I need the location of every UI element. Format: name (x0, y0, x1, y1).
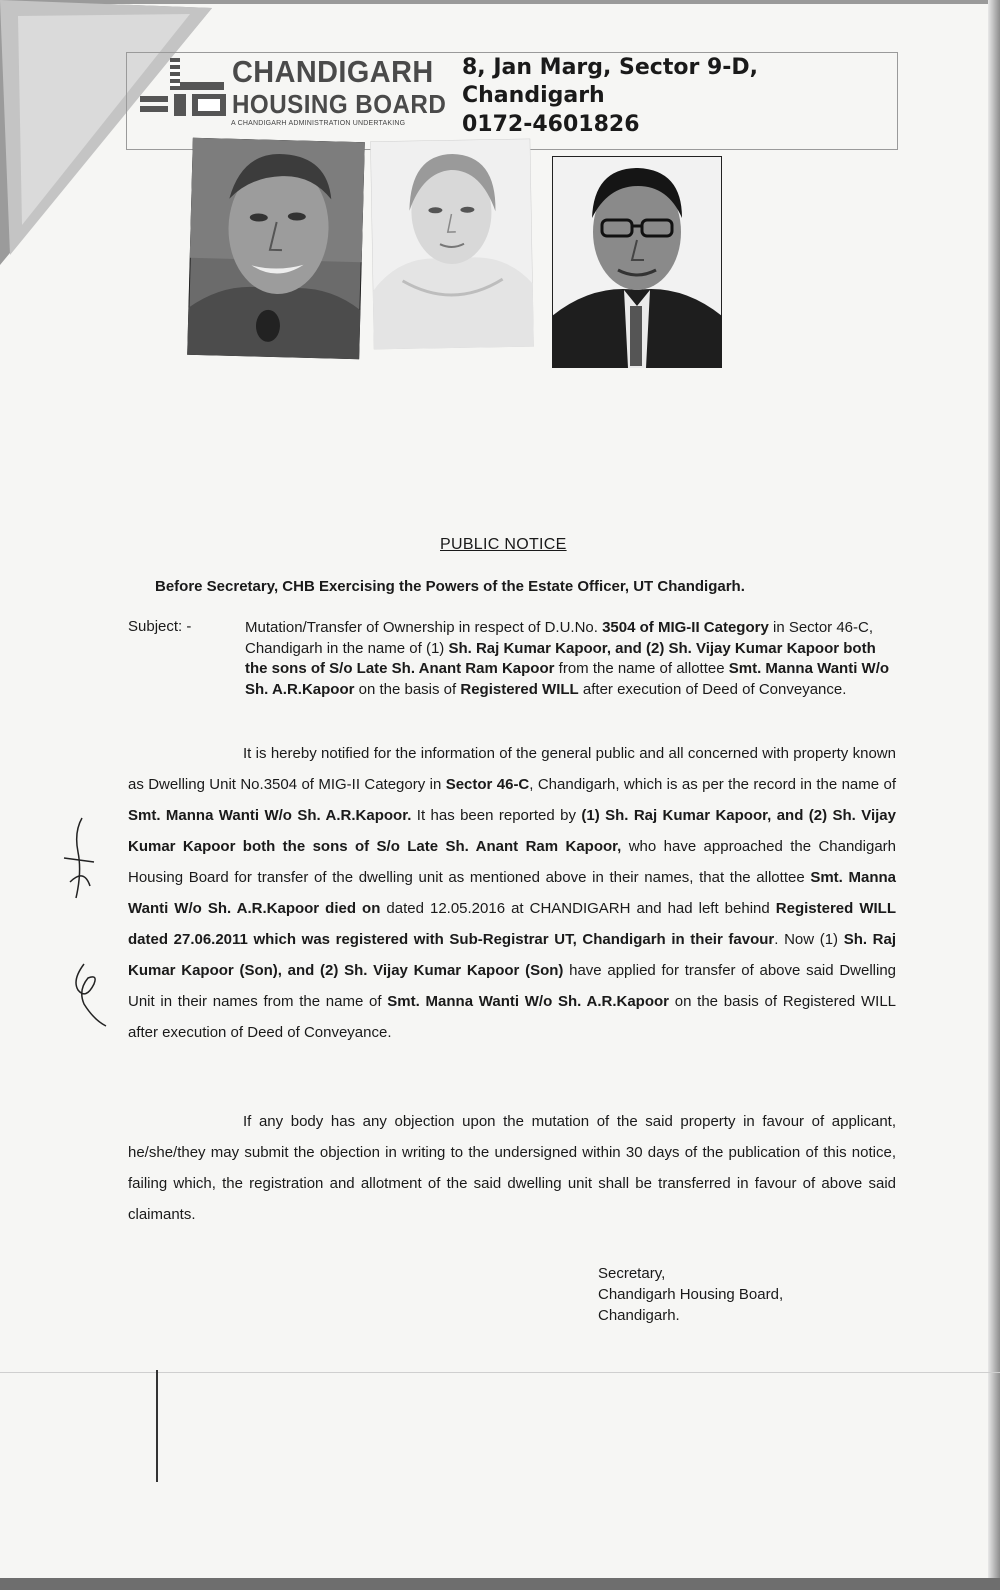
signatory-organization: Chandigarh Housing Board, (598, 1286, 784, 1303)
address-line2: Chandigarh (462, 83, 605, 108)
phone-number: 0172-4601826 (462, 112, 640, 137)
address-line1: 8, Jan Marg, Sector 9-D, (462, 55, 759, 80)
board-name-line2: HOUSING BOARD (232, 89, 447, 119)
authority-line: Before Secretary, CHB Exercising the Powers of the Estate Officer, UT Chandigarh. (155, 578, 745, 595)
bottom-divider (0, 1372, 1000, 1373)
subject-label: Subject: - (128, 618, 192, 635)
margin-initial-1 (60, 812, 100, 902)
chb-logo-icon (140, 56, 230, 126)
signature-block (598, 1263, 783, 1326)
scan-edge-bottom (0, 1578, 1000, 1590)
photo-vijay-kumar-kapoor (552, 156, 722, 368)
board-tagline: A CHANDIGARH ADMINISTRATION UNDERTAKING (231, 120, 406, 127)
notice-paragraph-1: It is hereby notified for the information of the general public and all concerned with property known as Dwelling Unit No.3504 of MIG-II Category in Sector 46-C, Chandigarh, which is as per the record in the name of Smt. Manna Wanti W/o Sh. A.R.Kapoor. It has been reported by (1) Sh. Raj Kumar Kapoor, and (2) Sh. Vijay Kumar Kapoor both the sons of S/o Late Sh. Anant Ram Kapoor, who have approached the Chandigarh Housing Board for transfer of the dwelling unit as mentioned above in their names, that the allottee Smt. Manna Wanti W/o Sh. A.R.Kapoor died on dated 12.05.2016 at CHANDIGARH and had left behind Registered WILL dated 27.06.2011 which was registered with Sub-Registrar UT, Chandigarh in their favour. Now (1) Sh. Raj Kumar Kapoor (Son), and (2) Sh. Vijay Kumar Kapoor (Son) have applied for transfer of above said Dwelling Unit in their names from the name of Smt. Manna Wanti W/o Sh. A.R.Kapoor on the basis of Registered WILL after execution of Deed of Conveyance. (128, 745, 897, 1041)
margin-initial-2 (64, 960, 114, 1030)
subject-text: Mutation/Transfer of Ownership in respect of D.U.No. 3504 of MIG-II Category in Sector 46-C, Chandigarh in the name of (1) Sh. Raj Kumar Kapoor, and (2) Sh. Vijay Kumar Kapoor both the sons of S/o Late Sh. Anant Ram Kapoor from the name of allottee Smt. Manna Wanti W/o Sh. A.R.Kapoor on the basis of Registered WILL after execution of Deed of Conveyance. (245, 619, 890, 698)
photo-manna-wanti (370, 139, 534, 350)
notice-paragraph-2: If any body has any objection upon the mutation of the said property in favour of applicant, he/she/they may submit the objection in writing to the undersigned within 30 days of the publication of this notice, failing which, the registration and allotment of the said dwelling unit shall be transferred in favour of above said claimants. (128, 1113, 896, 1223)
photo-raj-kumar-kapoor (187, 138, 365, 359)
page-title: PUBLIC NOTICE (440, 536, 567, 553)
board-name-line1: CHANDIGARH (232, 54, 434, 89)
scan-edge-right (988, 0, 1000, 1590)
bottom-vertical-mark (156, 1370, 158, 1482)
signatory-title: Secretary, (598, 1265, 666, 1282)
signatory-city: Chandigarh. (598, 1307, 680, 1324)
